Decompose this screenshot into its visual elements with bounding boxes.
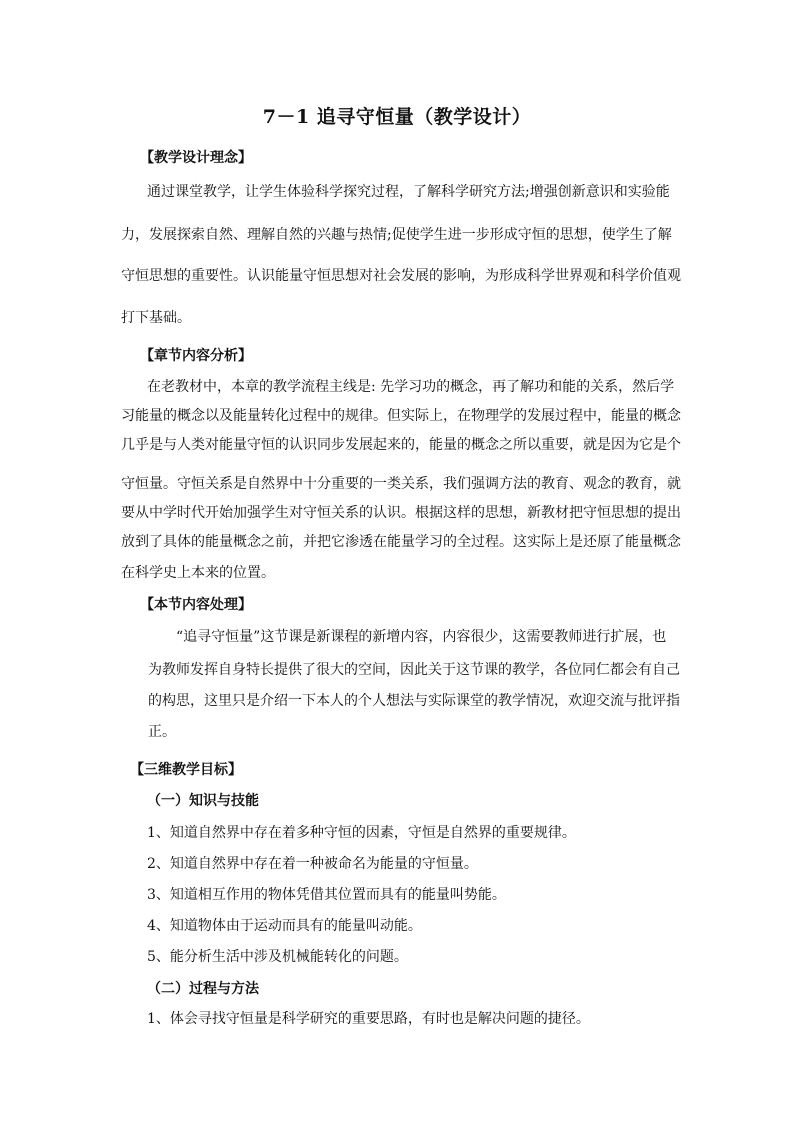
paragraph-line: 守恒量。守恒关系是自然界中十分重要的一类关系，我们强调方法的教育、观念的教育，就 (121, 476, 681, 492)
list-item: 4、知道物体由于运动而具有的能量叫动能。 (147, 918, 422, 934)
list-item: 1、知道自然界中存在着多种守恒的因素，守恒是自然界的重要规律。 (147, 825, 576, 841)
paragraph-line: 要从中学时代开始加强学生对守恒关系的认识。根据这样的思想，新教材把守恒思想的提出 (121, 505, 681, 521)
list-item: 5、能分析生活中涉及机械能转化的问题。 (147, 949, 408, 965)
list-item: 1、体会寻找守恒量是科学研究的重要思路，有时也是解决问题的捷径。 (147, 1011, 590, 1027)
paragraph-line: 力，发展探索自然、理解自然的兴趣与热情;促使学生进一步形成守恒的思想，使学生了解 (121, 227, 672, 243)
paragraph-line: 在老教材中，本章的教学流程主线是: 先学习功的概念，再了解功和能的关系，然后学 (147, 379, 675, 395)
list-item: 2、知道自然界中存在着一种被命名为能量的守恒量。 (147, 856, 478, 872)
paragraph-line: 正。 (148, 724, 176, 740)
subheading-knowledge-skills: （一）知识与技能 (147, 793, 259, 809)
section-heading-content-analysis: 【章节内容分析】 (140, 348, 252, 364)
paragraph-line: 为教师发挥自身特长提供了很大的空间，因此关于这节课的教学，各位同仁都会有自己 (148, 662, 680, 678)
paragraph-line: 几乎是与人类对能量守恒的认识同步发展起来的，能量的概念之所以重要，就是因为它是个 (121, 437, 681, 453)
paragraph-line: “追寻守恒量”这节课是新课程的新增内容，内容很少，这需要教师进行扩展，也 (176, 629, 667, 645)
paragraph-line: 通过课堂教学，让学生体验科学探究过程，了解科学研究方法;增强创新意识和实验能 (147, 184, 670, 200)
section-heading-goals: 【三维教学目标】 (130, 762, 242, 778)
paragraph-line: 在科学史上本来的位置。 (121, 565, 275, 581)
document-title: 7－1 追寻守恒量（教学设计） (262, 106, 532, 128)
paragraph-line: 的构思，这里只是介绍一下本人的个人想法与实际课堂的教学情况，欢迎交流与批评指 (148, 693, 680, 709)
list-item: 3、知道相互作用的物体凭借其位置而具有的能量叫势能。 (147, 887, 506, 903)
paragraph-line: 习能量的概念以及能量转化过程中的规律。但实际上，在物理学的发展过程中，能量的概念 (121, 408, 681, 424)
section-heading-content-handling: 【本节内容处理】 (140, 597, 252, 613)
subheading-process-methods: （二）过程与方法 (147, 981, 259, 997)
paragraph-line: 放到了具体的能量概念之前，并把它渗透在能量学习的全过程。这实际上是还原了能量概念 (121, 534, 681, 550)
paragraph-line: 打下基础。 (121, 310, 191, 326)
section-heading-design-concept: 【教学设计理念】 (140, 150, 252, 166)
paragraph-line: 守恒思想的重要性。认识能量守恒思想对社会发展的影响，为形成科学世界观和科学价值观 (121, 268, 681, 284)
